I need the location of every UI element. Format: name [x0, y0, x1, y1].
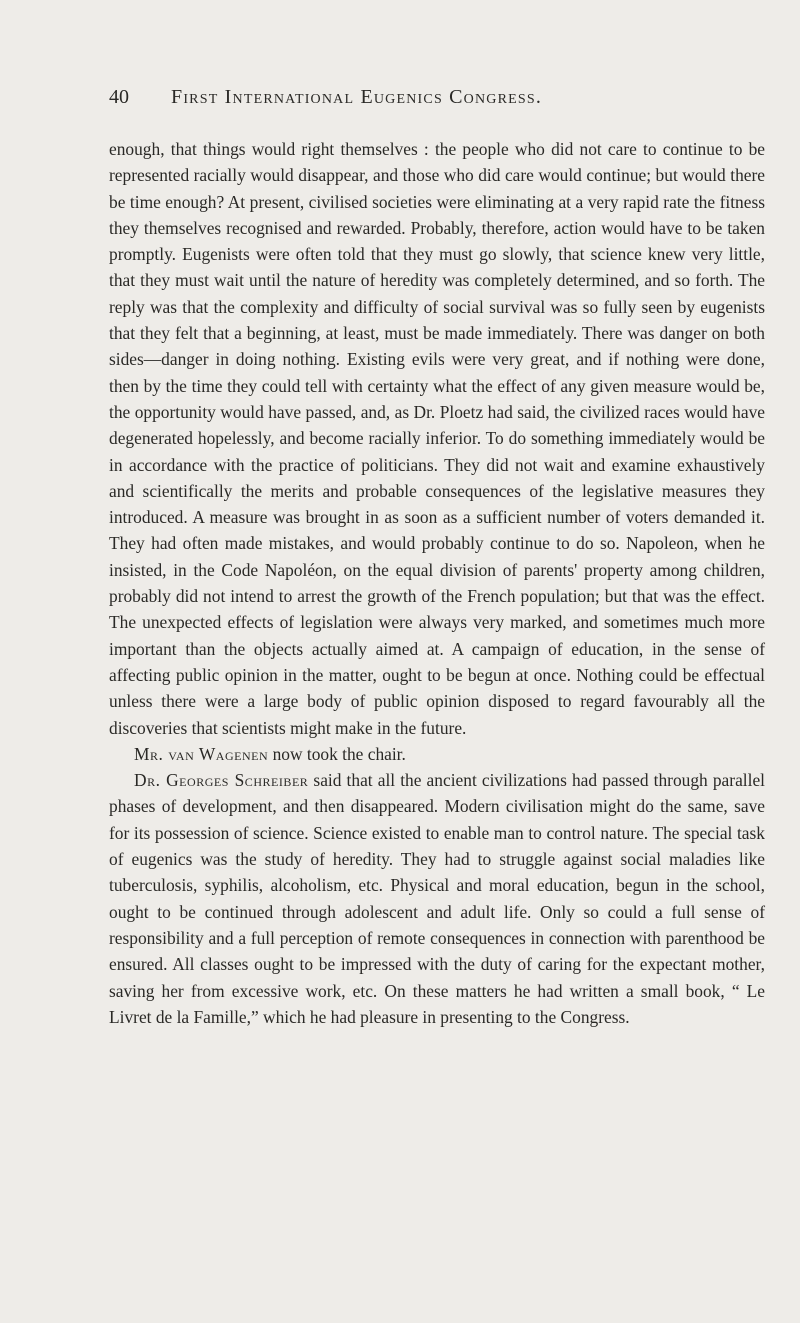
running-title: First International Eugenics Congress.	[171, 86, 543, 108]
body-text	[109, 136, 765, 1030]
paragraph-text: said that all the ancient civilizations had passed through parallel phases of development, and then disappeared. Modern civilisation might do the same, save for its possession of science. Science existed to enable man to control nature. The special task of eugenics was the study of heredity. They had to struggle against social maladies like tuberculosis, syphilis, alcoholism, etc. Physical and moral education, begun in the school, ought to be continued through adolescent and adult life. Only so could a full sense of responsibility and a full perception of remote consequences in connection with parenthood be ensured. All classes ought to be impressed with the duty of caring for the expectant mother, saving her from excessive work, etc. On these matters he had written a small book, “ Le Livret de la Famille,” which he had pleasure in presenting to the Congress.	[109, 770, 765, 1027]
speaker-name: Dr. Georges Schreiber	[134, 770, 309, 791]
page-header	[109, 86, 709, 109]
paragraph-text: now took the chair.	[268, 743, 406, 764]
speaker-name: Mr. van Wagenen	[134, 743, 269, 764]
paragraph-chair-change	[109, 741, 765, 767]
paragraph-continuation: enough, that things would right themselves : the people who did not care to continue to be represented racially would disappear, and those who did care would continue; but would there be time enough? At present, civilised societies were eliminating at a very rapid rate the fitness they themselves recognised and rewarded. Probably, therefore, action would have to be taken promptly. Eugenists were often told that they must go slowly, that science knew very little, that they must wait until the nature of heredity was completely determined, and so forth. The reply was that the complexity and difficulty of social survival was so fully seen by eugenists that they felt that a beginning, at least, must be made immediately. There was danger on both sides—danger in doing nothing. Existing evils were very great, and if nothing were done, then by the time they could tell with certainty what the effect of any given measure would be, the opportunity would have passed, and, as Dr. Ploetz had said, the civilized races would have degenerated hopelessly, and become racially inferior. To do something immediately would be in accordance with the practice of politicians. They did not wait and examine exhaustively and scientifically the merits and probable consequences of the legislative measures they introduced. A measure was brought in as soon as a sufficient number of voters demanded it. They had often made mistakes, and would probably continue to do so. Napoleon, when he insisted, in the Code Napoléon, on the equal division of parents' property among children, probably did not intend to arrest the growth of the French population; but that was the effect. The unexpected effects of legislation were always very marked, and sometimes much more important than the objects actually aimed at. A campaign of education, in the sense of affecting public opinion in the matter, ought to be begun at once. Nothing could be effectual unless there were a large body of public opinion disposed to regard favourably all the discoveries that scientists might make in the future.	[109, 139, 765, 738]
page-number: 40	[109, 86, 129, 108]
paragraph-schreiber	[109, 767, 765, 1030]
